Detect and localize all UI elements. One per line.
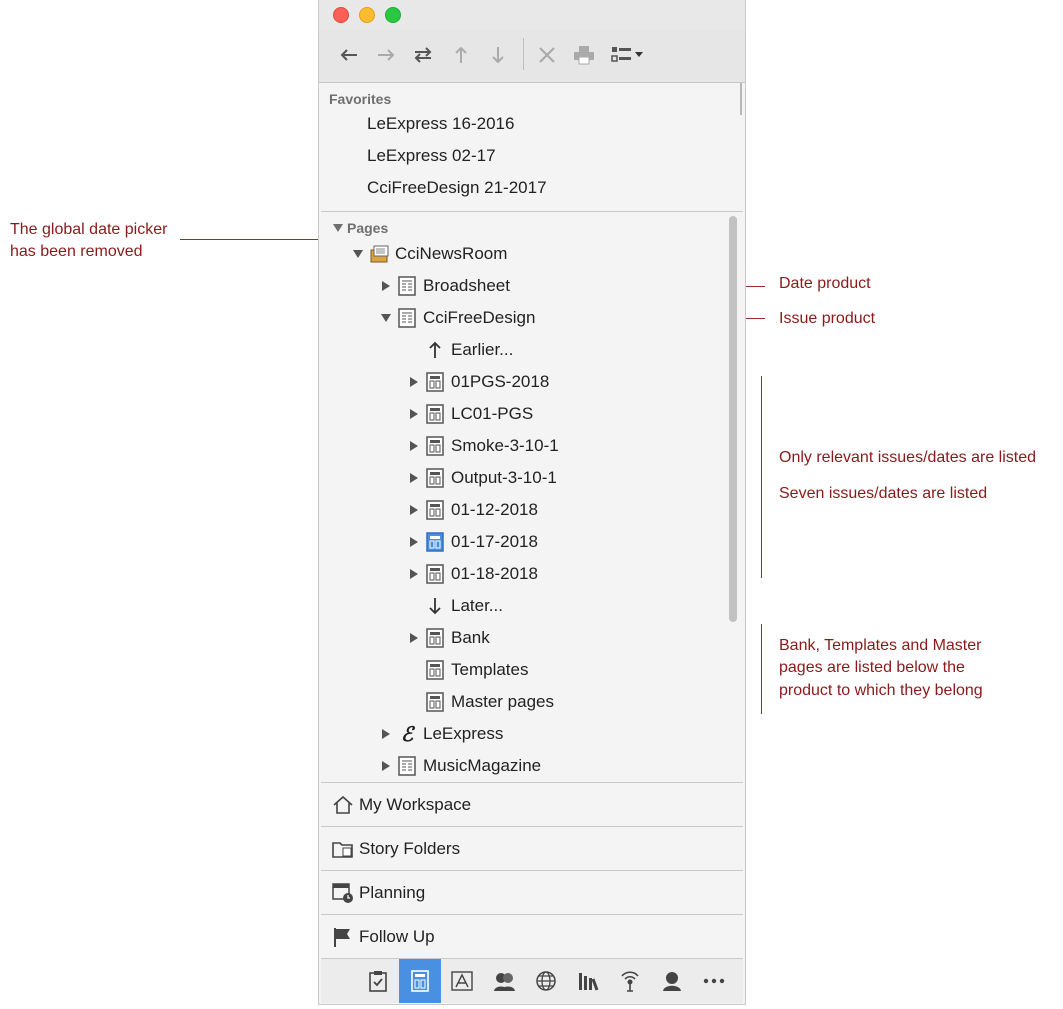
title-bar [319,0,745,30]
issue-icon [425,404,445,424]
annotation-issues-bracket [761,376,762,578]
issue-icon [425,500,445,520]
tree-row-issue[interactable] [407,464,557,492]
up-arrow-icon [425,340,445,360]
tree-row-issue[interactable] [407,496,538,524]
annotation-issue-product: Issue product [779,310,876,327]
tree-label: 01-17-2018 [451,532,538,551]
layout-icon[interactable] [441,959,483,1003]
issue-icon [425,468,445,488]
pages-header-label: Pages [347,220,389,236]
forward-arrow-icon[interactable] [372,41,400,69]
tree-label: CciFreeDesign [423,308,536,327]
tree-label: LeExpress [423,724,504,743]
newsroom-icon [369,244,389,264]
tree-label: 01-18-2018 [451,564,538,583]
tree-row-bank[interactable] [407,624,490,652]
tree-label: 01PGS-2018 [451,372,550,391]
disclosure-closed-icon[interactable] [379,759,393,773]
issue-icon [425,692,445,712]
tree-row-broadsheet[interactable] [379,272,510,300]
annotation-seven: Seven issues/dates are listed [779,485,988,502]
back-arrow-icon[interactable] [335,41,363,69]
annotation-bank-line2: pages are listed below the [779,659,965,676]
down-arrow-icon [425,596,445,616]
tree-label: Earlier... [451,340,514,359]
annotation-date-picker-line1: The global date picker [10,221,168,238]
flag-icon [331,925,355,949]
tree-label: 01-12-2018 [451,500,538,519]
folder-icon [331,837,355,861]
script-e-icon: ℰ [400,722,414,746]
bottom-tab-bar [321,958,743,1003]
tree-row-templates[interactable] [425,656,528,684]
panel-my-workspace[interactable] [321,783,743,827]
newspaper-icon [397,276,417,296]
disclosure-closed-icon[interactable] [407,375,421,389]
print-icon[interactable] [570,41,598,69]
panel-label: Story Folders [359,838,461,858]
favorites-header: Favorites [329,91,392,107]
annotation-bank-line3: product to which they belong [779,682,983,699]
minimize-window-button[interactable] [359,7,375,23]
tree-row-issue-selected[interactable] [407,528,538,556]
annotation-relevant: Only relevant issues/dates are listed [779,449,1037,466]
tree-row-issue[interactable] [407,432,559,460]
close-window-button[interactable] [333,7,349,23]
tasks-icon[interactable] [357,959,399,1003]
disclosure-closed-icon[interactable] [407,471,421,485]
panel-label: Planning [359,882,426,902]
disclosure-closed-icon[interactable] [407,631,421,645]
library-icon[interactable] [567,959,609,1003]
delete-icon[interactable] [533,41,561,69]
home-icon [331,793,355,817]
issue-icon [425,564,445,584]
more-icon[interactable] [693,959,735,1003]
panel-follow-up[interactable] [321,915,743,959]
tree-row-issue[interactable] [407,400,533,428]
disclosure-closed-icon[interactable] [379,279,393,293]
tree-label: Smoke-3-10-1 [451,436,559,455]
issue-icon [425,436,445,456]
tree-row-issue[interactable] [407,560,538,588]
swap-icon[interactable] [409,41,437,69]
issue-icon-selected [425,532,445,552]
toolbar [319,30,745,83]
tree-label: Bank [451,628,490,647]
annotation-bank-bracket [761,624,762,714]
issue-icon [425,628,445,648]
favorite-item[interactable]: LeExpress 16-2016 [367,114,515,133]
up-arrow-icon[interactable] [447,41,475,69]
tree-label: CciNewsRoom [395,244,508,263]
tree-row-issue[interactable] [407,368,549,396]
panel-label: My Workspace [359,794,472,814]
zoom-window-button[interactable] [385,7,401,23]
pages-section [321,212,743,783]
toolbar-separator [523,38,524,70]
issue-icon [425,660,445,680]
panel-story-folders[interactable] [321,827,743,871]
tree-row-musicmagazine[interactable] [379,752,541,780]
calendar-clock-icon [331,881,355,905]
annotation-date-product: Date product [779,275,871,292]
tree-label: Templates [451,660,529,679]
pages-scrollbar[interactable] [729,216,737,622]
disclosure-closed-icon[interactable] [407,439,421,453]
newspaper-icon [397,308,417,328]
people-icon[interactable] [483,959,525,1003]
tree-label: Output-3-10-1 [451,468,557,487]
tree-row-earlier[interactable] [425,336,513,364]
favorite-item[interactable]: CciFreeDesign 21-2017 [367,178,547,197]
tree-label: MusicMagazine [423,756,542,775]
tree-label: Master pages [451,692,554,711]
favorites-scroll-indicator[interactable] [740,83,742,115]
browser-window [318,0,746,1005]
panel-planning[interactable] [321,871,743,915]
pages-header[interactable] [333,220,388,236]
view-options-icon[interactable] [609,41,649,69]
disclosure-closed-icon[interactable] [407,503,421,517]
tree-label: LC01-PGS [451,404,534,423]
down-arrow-icon[interactable] [484,41,512,69]
disclosure-open-icon[interactable] [379,311,393,325]
broadcast-icon[interactable] [609,959,651,1003]
panel-label: Follow Up [359,926,435,946]
disclosure-closed-icon[interactable] [407,567,421,581]
annotation-bank-line1: Bank, Templates and Master [779,637,982,654]
disclosure-open-icon[interactable] [351,247,365,261]
issue-icon [425,372,445,392]
annotation-date-picker-line2: has been removed [10,243,143,260]
disclosure-closed-icon[interactable] [407,407,421,421]
tree-label: Broadsheet [423,276,510,295]
tree-label: Later... [451,596,503,615]
annotation-date-picker-pointer [180,239,330,240]
favorites-section [321,83,743,212]
tree-row-leexpress[interactable] [379,720,503,748]
tree-row-master-pages[interactable] [425,688,554,716]
tree-row-later[interactable] [425,592,503,620]
pages-icon[interactable] [399,959,441,1003]
disclosure-closed-icon[interactable] [407,535,421,549]
disclosure-open-icon [333,223,343,233]
newspaper-icon [397,756,417,776]
favorite-item[interactable]: LeExpress 02-17 [367,146,496,165]
disclosure-closed-icon[interactable] [379,727,393,741]
user-icon[interactable] [651,959,693,1003]
tree-row-ccifreedesign[interactable] [379,304,535,332]
web-icon[interactable] [525,959,567,1003]
tree-row-ccinewsroom[interactable] [351,240,507,268]
